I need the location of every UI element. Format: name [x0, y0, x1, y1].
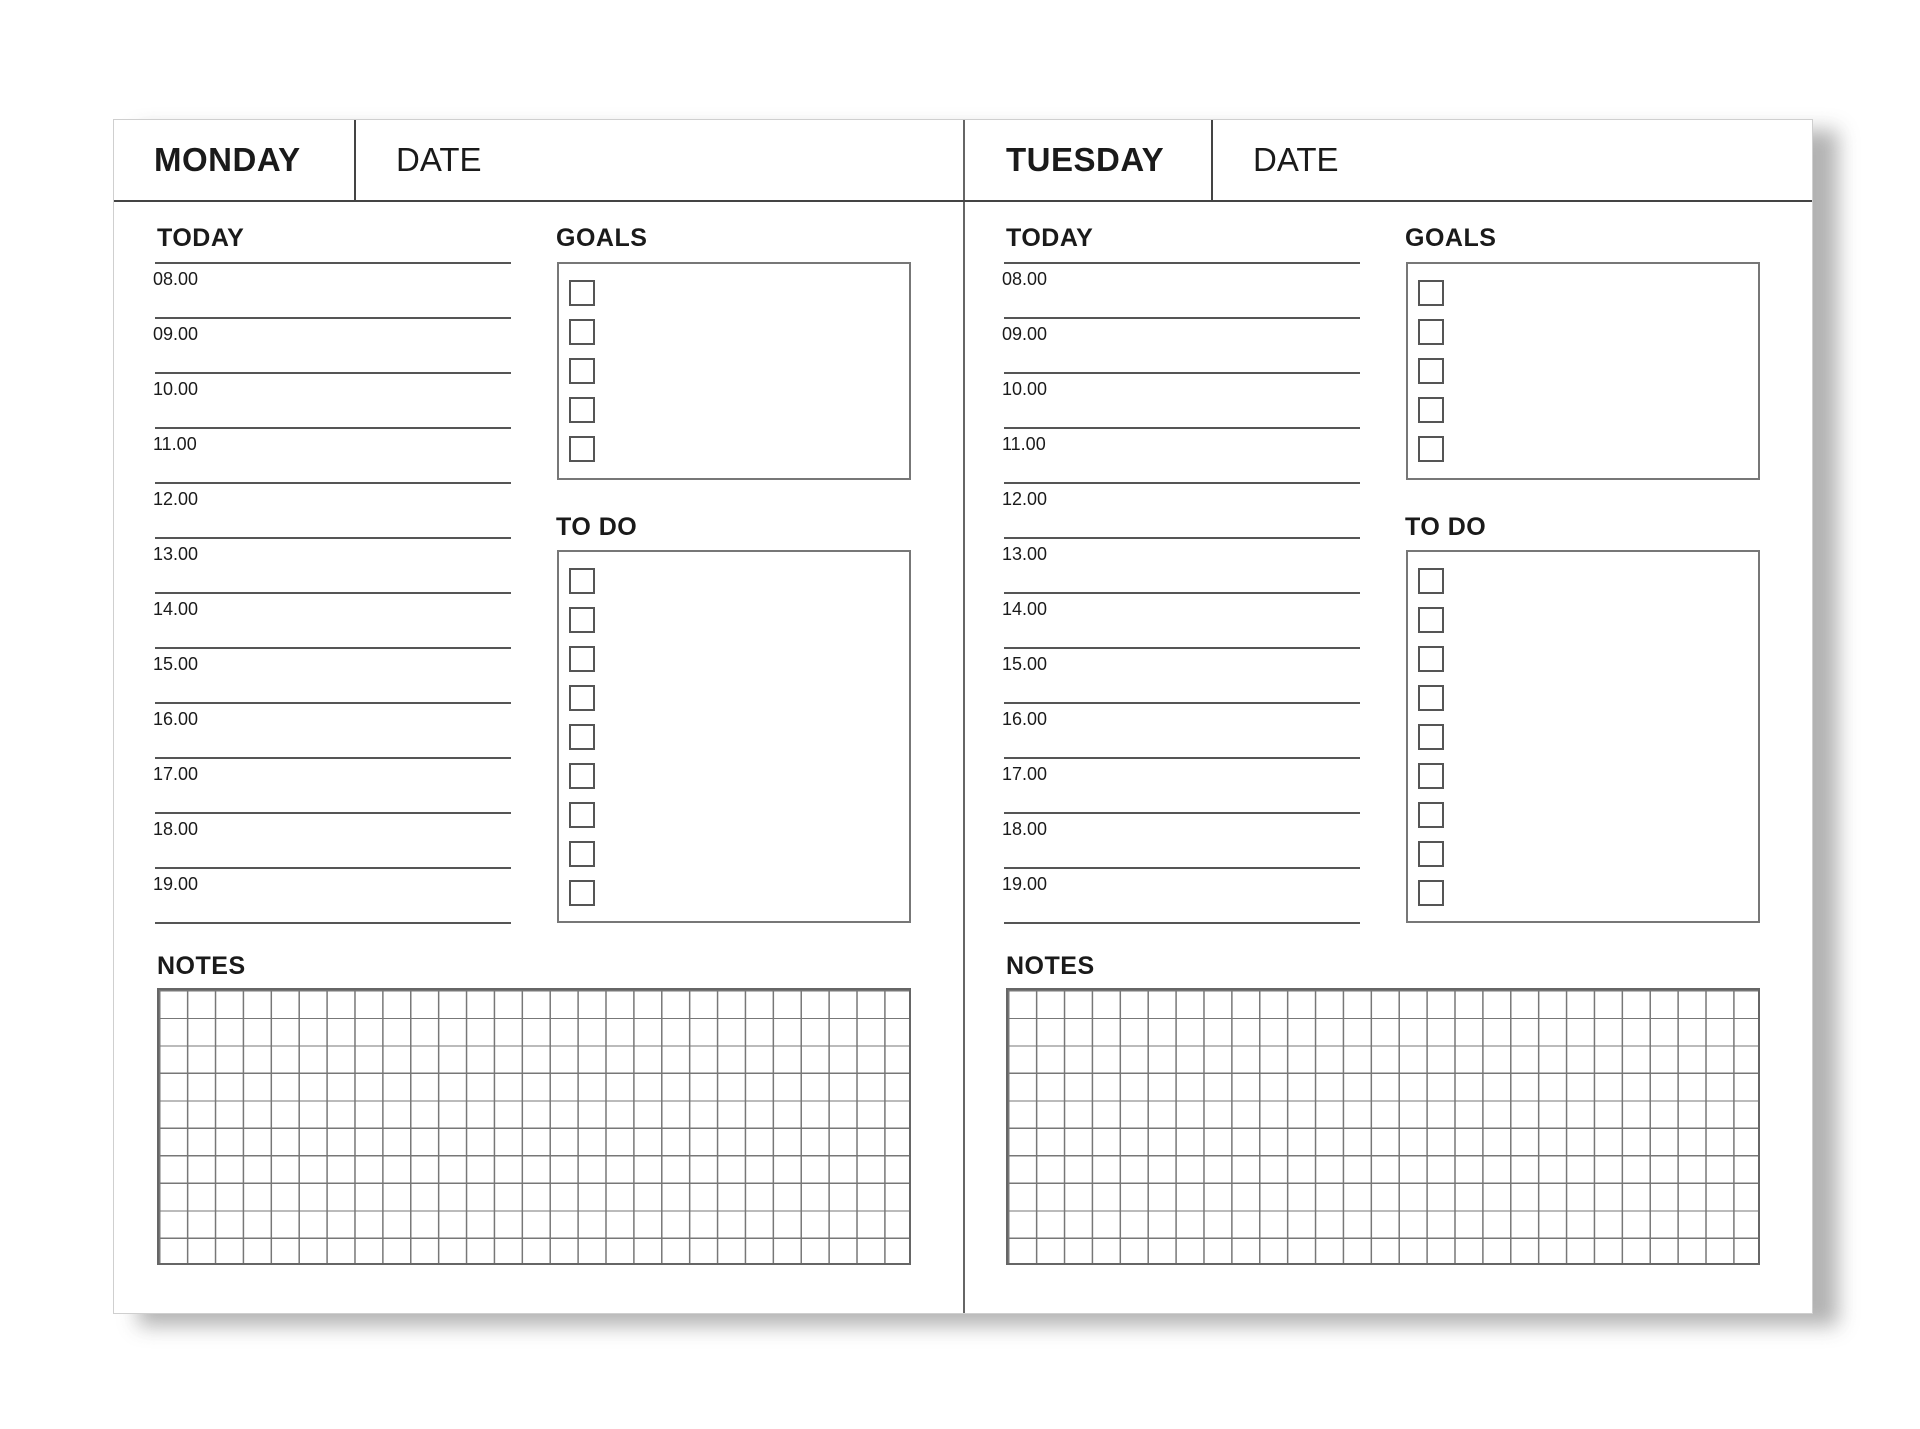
notes-grid[interactable]: [1006, 988, 1760, 1265]
time-slot[interactable]: [155, 427, 511, 482]
checkbox[interactable]: [569, 397, 595, 423]
date-label[interactable]: DATE: [1253, 141, 1339, 178]
date-label[interactable]: DATE: [396, 141, 482, 178]
time-slot[interactable]: [155, 262, 511, 317]
checkbox[interactable]: [1418, 397, 1444, 423]
checkbox[interactable]: [1418, 763, 1444, 789]
checkbox[interactable]: [1418, 646, 1444, 672]
day-title: MONDAY: [154, 141, 301, 178]
checkbox[interactable]: [569, 607, 595, 633]
today-schedule: [155, 262, 511, 924]
time-slot[interactable]: [155, 592, 511, 647]
time-label: 18.00: [1002, 819, 1048, 839]
checkbox[interactable]: [1418, 358, 1444, 384]
checkbox[interactable]: [569, 280, 595, 306]
time-label: 12.00: [1002, 489, 1048, 509]
today-title: TODAY: [1006, 224, 1094, 252]
checkbox[interactable]: [569, 646, 595, 672]
checkbox[interactable]: [1418, 724, 1444, 750]
checkbox[interactable]: [1418, 880, 1444, 906]
time-label: 16.00: [1002, 709, 1048, 729]
time-slot[interactable]: [155, 757, 511, 812]
checkbox[interactable]: [569, 763, 595, 789]
time-slot[interactable]: [1004, 592, 1360, 647]
notes-grid[interactable]: [157, 988, 911, 1265]
time-label: 14.00: [153, 599, 199, 619]
page-header: [114, 120, 963, 202]
time-slot[interactable]: [155, 372, 511, 427]
time-slot[interactable]: [1004, 482, 1360, 537]
checkbox[interactable]: [569, 802, 595, 828]
goals-title: GOALS: [556, 224, 648, 252]
checkbox[interactable]: [1418, 802, 1444, 828]
notes-title: NOTES: [1006, 952, 1095, 980]
todo-box: [557, 550, 911, 923]
time-slot[interactable]: [155, 317, 511, 372]
time-label: 15.00: [153, 654, 199, 674]
time-label: 16.00: [153, 709, 199, 729]
goals-box: [557, 262, 911, 480]
time-label: 09.00: [153, 324, 199, 344]
time-slot[interactable]: [155, 702, 511, 757]
time-label: 12.00: [153, 489, 199, 509]
time-slot[interactable]: [155, 537, 511, 592]
checkbox[interactable]: [569, 358, 595, 384]
time-slot[interactable]: [1004, 262, 1360, 317]
time-label: 10.00: [1002, 379, 1048, 399]
time-label: 11.00: [153, 434, 197, 454]
time-label: 13.00: [1002, 544, 1048, 564]
time-label: 10.00: [153, 379, 199, 399]
goals-box: [1406, 262, 1760, 480]
checkbox[interactable]: [1418, 280, 1444, 306]
checkbox[interactable]: [1418, 319, 1444, 345]
time-label: 18.00: [153, 819, 199, 839]
checkbox[interactable]: [1418, 568, 1444, 594]
time-label: 13.00: [153, 544, 199, 564]
checkbox[interactable]: [569, 841, 595, 867]
today-title: TODAY: [157, 224, 245, 252]
monday-page: [114, 120, 963, 1313]
time-slot[interactable]: [1004, 372, 1360, 427]
todo-title: TO DO: [1405, 513, 1487, 541]
checkbox[interactable]: [569, 568, 595, 594]
time-label: 19.00: [1002, 874, 1048, 894]
checkbox[interactable]: [1418, 436, 1444, 462]
checkbox[interactable]: [1418, 607, 1444, 633]
checkbox[interactable]: [569, 880, 595, 906]
notes-title: NOTES: [157, 952, 246, 980]
time-slot[interactable]: [155, 867, 511, 924]
planner-spread: [113, 119, 1813, 1314]
checkbox[interactable]: [569, 436, 595, 462]
day-title: TUESDAY: [1006, 141, 1165, 178]
tuesday-page: [963, 120, 1812, 1313]
time-label: 08.00: [153, 269, 199, 289]
time-slot[interactable]: [1004, 812, 1360, 867]
time-label: 14.00: [1002, 599, 1048, 619]
time-label: 15.00: [1002, 654, 1048, 674]
time-slot[interactable]: [1004, 427, 1360, 482]
checkbox[interactable]: [1418, 841, 1444, 867]
time-label: 17.00: [153, 764, 199, 784]
time-slot[interactable]: [1004, 537, 1360, 592]
time-slot[interactable]: [1004, 702, 1360, 757]
today-schedule: [1004, 262, 1360, 924]
todo-box: [1406, 550, 1760, 923]
time-slot[interactable]: [155, 812, 511, 867]
header-divider: [354, 120, 356, 200]
time-slot[interactable]: [1004, 867, 1360, 924]
time-label: 11.00: [1002, 434, 1046, 454]
time-label: 08.00: [1002, 269, 1048, 289]
goals-title: GOALS: [1405, 224, 1497, 252]
time-slot[interactable]: [1004, 757, 1360, 812]
time-label: 17.00: [1002, 764, 1048, 784]
header-divider: [1211, 120, 1213, 200]
time-label: 09.00: [1002, 324, 1048, 344]
time-slot[interactable]: [1004, 317, 1360, 372]
checkbox[interactable]: [569, 685, 595, 711]
page-header: [963, 120, 1812, 202]
todo-title: TO DO: [556, 513, 638, 541]
time-slot[interactable]: [1004, 647, 1360, 702]
checkbox[interactable]: [569, 319, 595, 345]
time-slot[interactable]: [155, 482, 511, 537]
checkbox[interactable]: [1418, 685, 1444, 711]
checkbox[interactable]: [569, 724, 595, 750]
time-slot[interactable]: [155, 647, 511, 702]
time-label: 19.00: [153, 874, 199, 894]
